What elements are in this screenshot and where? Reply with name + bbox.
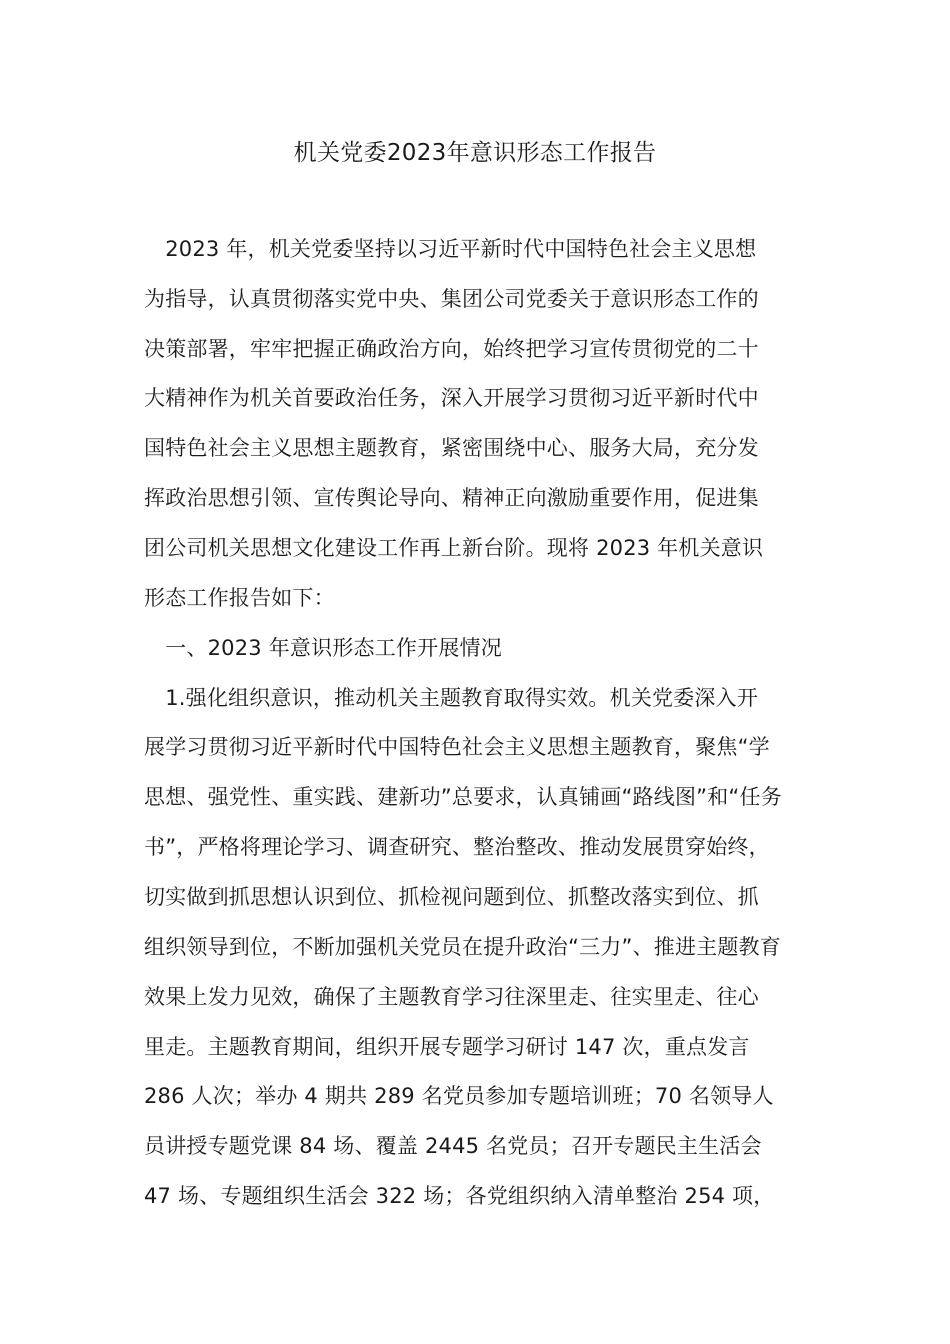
body-line: 决策部署，牢牢把握正确政治方向，始终把学习宣传贯彻党的二十 bbox=[144, 337, 759, 361]
body-line: 展学习贯彻习近平新时代中国特色社会主义思想主题教育，聚焦“学 bbox=[144, 735, 770, 759]
body-line: 切实做到抓思想认识到位、抓检视问题到位、抓整改落实到位、抓 bbox=[144, 885, 759, 909]
body-line: 书”，严格将理论学习、调查研究、整治整改、推动发展贯穿始终， bbox=[144, 835, 770, 859]
body-line: 286 人次；举办 4 期共 289 名党员参加专题培训班；70 名领导人 bbox=[144, 1084, 774, 1108]
body-line: 员讲授专题党课 84 场、覆盖 2445 名党员；召开专题民主生活会 bbox=[144, 1134, 762, 1158]
body-line: 大精神作为机关首要政治任务，深入开展学习贯彻习近平新时代中 bbox=[144, 386, 759, 410]
body-line: 挥政治思想引领、宣传舆论导向、精神正向激励重要作用，促进集 bbox=[144, 486, 759, 510]
body-line: 效果上发力见效，确保了主题教育学习往深里走、往实里走、往心 bbox=[144, 985, 759, 1009]
body-line: 2023 年，机关党委坚持以习近平新时代中国特色社会主义思想 bbox=[144, 237, 757, 261]
document-title: 机关党委2023年意识形态工作报告 bbox=[293, 140, 657, 166]
body-line: 思想、强党性、重实践、建新功”总要求，认真铺画“路线图”和“任务 bbox=[144, 785, 782, 809]
body-line: 1.强化组织意识，推动机关主题教育取得实效。机关党委深入开 bbox=[144, 686, 759, 710]
body-line: 里走。主题教育期间，组织开展专题学习研讨 147 次，重点发言 bbox=[144, 1035, 750, 1059]
body-line: 为指导，认真贯彻落实党中央、集团公司党委关于意识形态工作的 bbox=[144, 287, 759, 311]
body-line: 47 场、专题组织生活会 322 场；各党组织纳入清单整治 254 项， bbox=[144, 1184, 775, 1208]
body-line: 国特色社会主义思想主题教育，紧密围绕中心、服务大局，充分发 bbox=[144, 436, 759, 460]
section-heading: 一、2023 年意识形态工作开展情况 bbox=[144, 636, 502, 660]
body-line: 形态工作报告如下： bbox=[144, 586, 335, 610]
body-line: 团公司机关思想文化建设工作再上新台阶。现将 2023 年机关意识 bbox=[144, 536, 764, 560]
body-line: 组织领导到位，不断加强机关党员在提升政治“三力”、推进主题教育 bbox=[144, 935, 781, 959]
